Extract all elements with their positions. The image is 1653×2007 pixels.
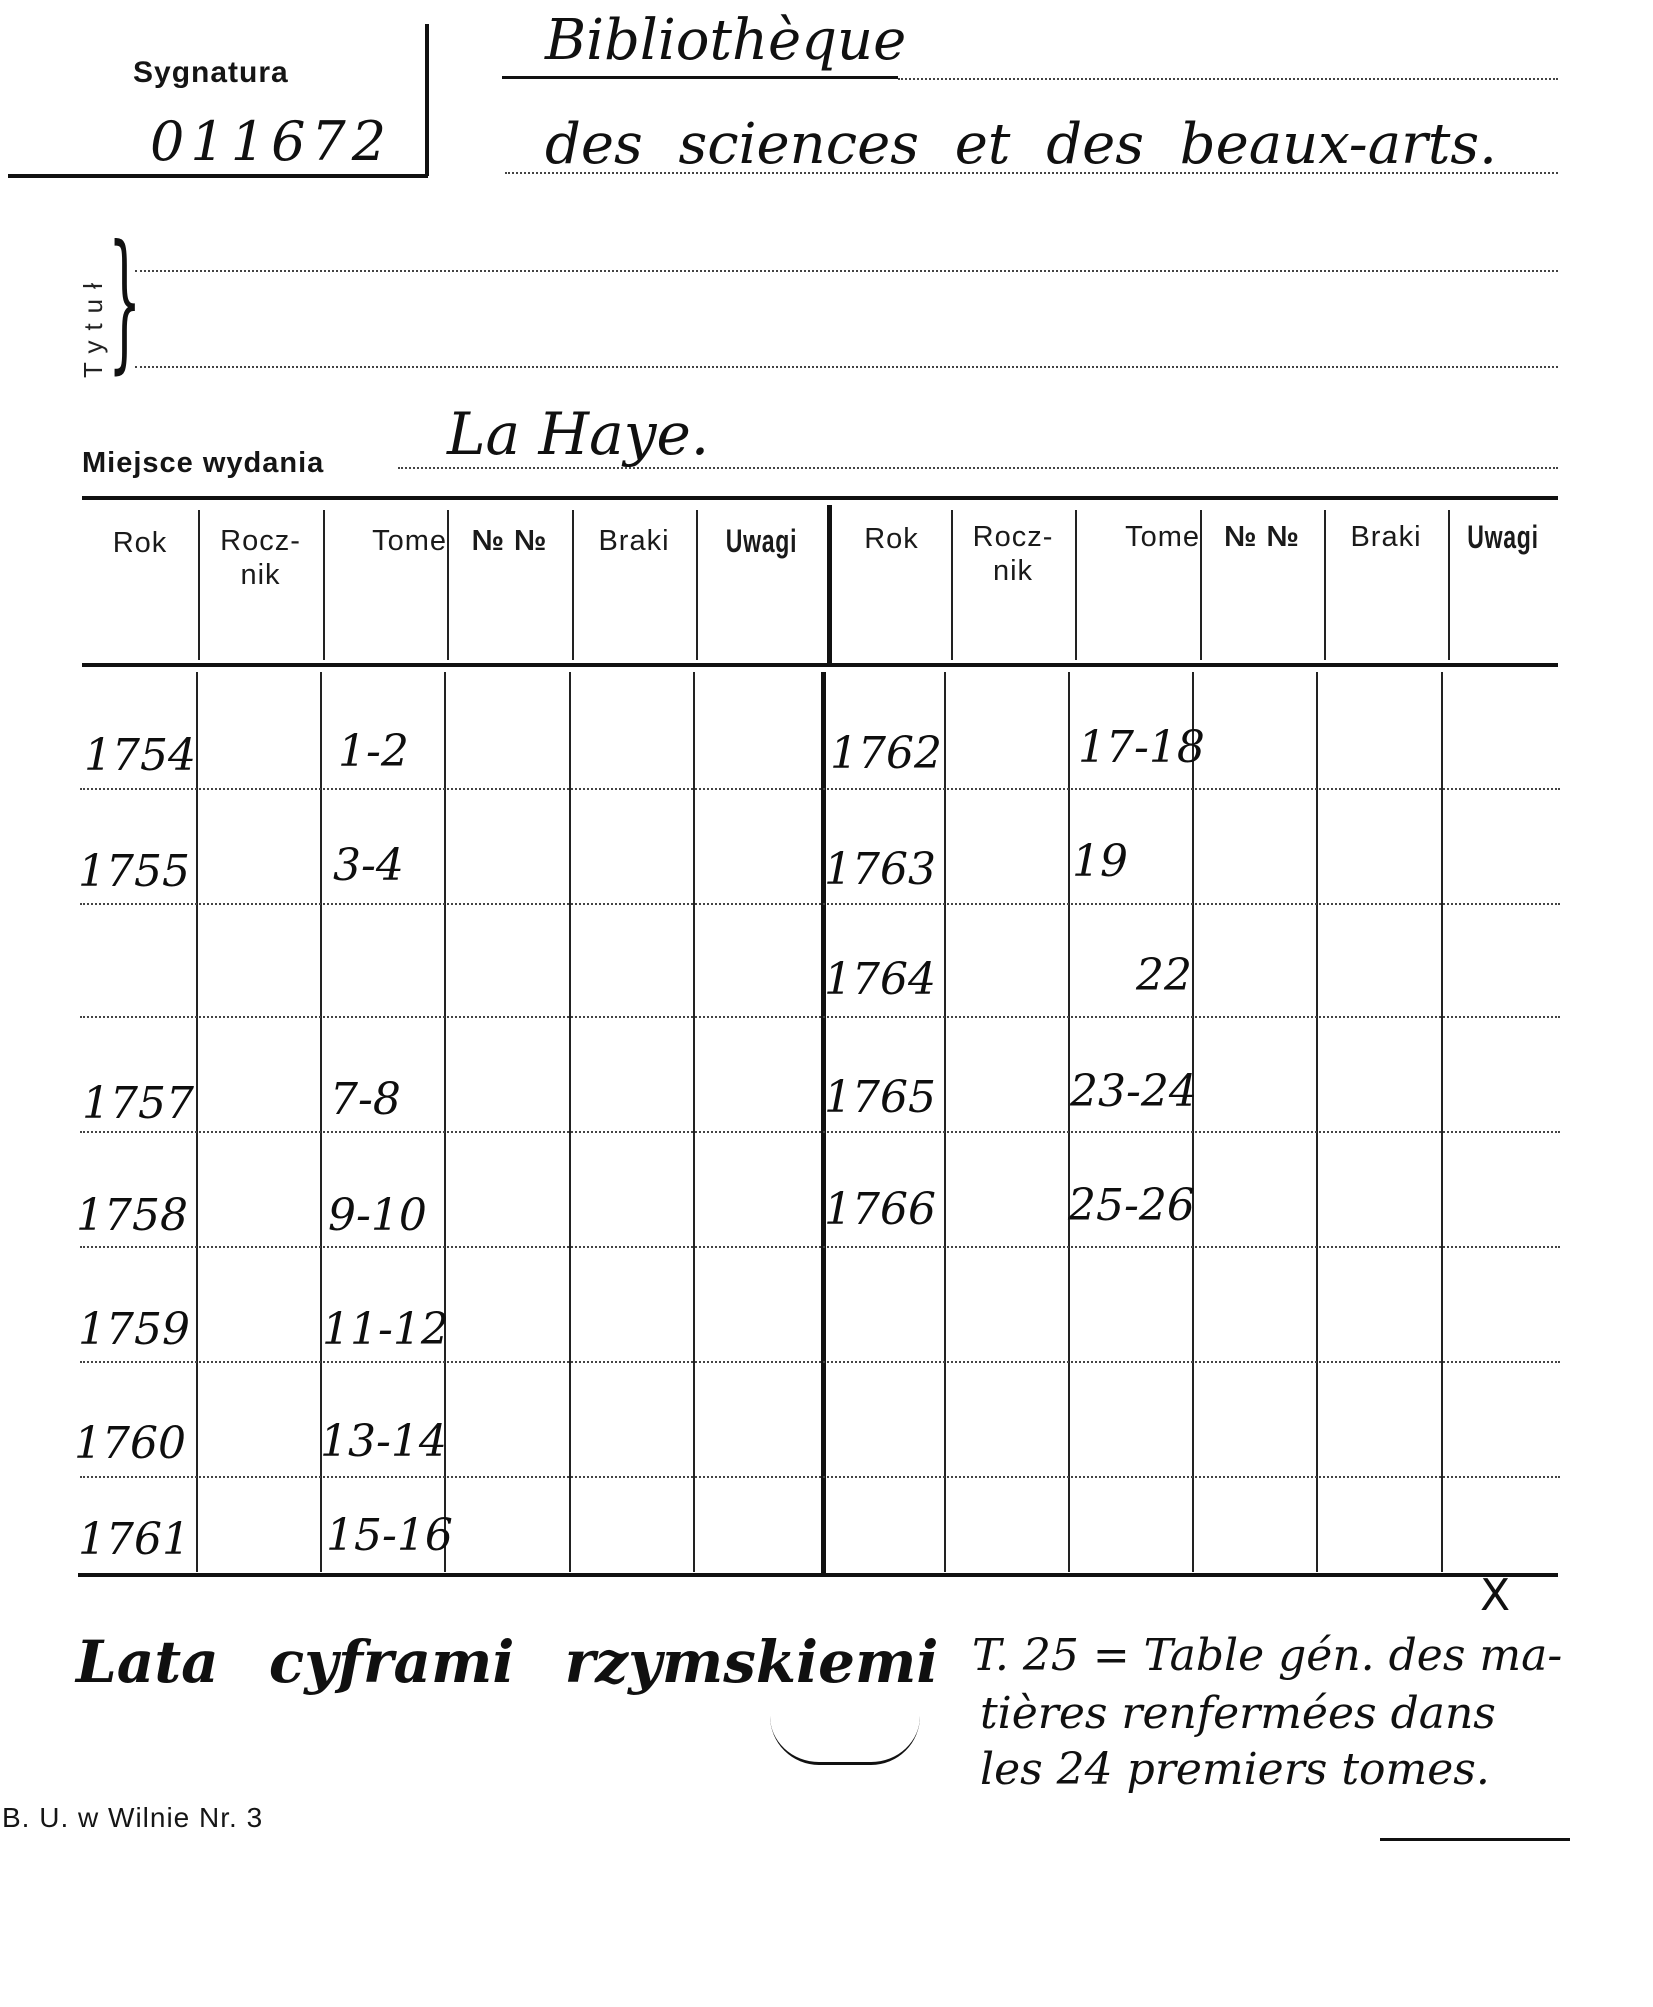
title-dotted-line1 bbox=[898, 78, 1558, 80]
row-dotted-line bbox=[80, 903, 1560, 905]
left-tome-cell: 15-16 bbox=[326, 1510, 453, 1561]
header-tome: Tome bbox=[372, 525, 447, 557]
right-tome-cell: 19 bbox=[1072, 836, 1128, 887]
right-tome-cell: 23-24 bbox=[1070, 1066, 1197, 1117]
body-column-divider bbox=[1316, 672, 1318, 1572]
left-rok-cell: 1754 bbox=[84, 730, 196, 781]
sygnatura-value: 011672 bbox=[150, 110, 393, 173]
header-uwagi: Uwagi bbox=[725, 523, 798, 559]
right-rok-cell: 1763 bbox=[824, 844, 936, 895]
body-center-divider bbox=[821, 672, 826, 1574]
tytul-dotted-line2 bbox=[135, 366, 1558, 368]
row-dotted-line bbox=[80, 788, 1560, 790]
header-braki: Braki bbox=[598, 525, 670, 557]
title-underline bbox=[502, 76, 898, 79]
header-tome-right: Tome bbox=[1125, 521, 1200, 553]
row-dotted-line bbox=[80, 1361, 1560, 1363]
body-column-divider bbox=[1441, 672, 1443, 1572]
tytul-label: Tytuł bbox=[78, 273, 108, 378]
left-tome-cell: 11-12 bbox=[322, 1304, 449, 1355]
bottom-right-stroke bbox=[1380, 1838, 1570, 1841]
header-numery-right: № № bbox=[1224, 521, 1300, 553]
body-column-divider bbox=[944, 672, 946, 1572]
row-dotted-line bbox=[80, 1476, 1560, 1478]
body-column-divider bbox=[1068, 672, 1070, 1572]
header-rocznik: Rocz- nik bbox=[220, 525, 301, 591]
header-braki-right: Braki bbox=[1350, 521, 1422, 553]
note-roman-numerals: Lata cyframi rzymskiemi bbox=[76, 1628, 939, 1696]
header-uwagi-right: Uwagi bbox=[1467, 519, 1539, 555]
body-column-divider bbox=[196, 672, 198, 1572]
title-dotted-line2 bbox=[505, 172, 1558, 174]
left-tome-cell: 9-10 bbox=[328, 1190, 427, 1241]
row-dotted-line bbox=[80, 1131, 1560, 1133]
sygnatura-underline bbox=[8, 174, 428, 178]
tytul-dotted-line1 bbox=[135, 270, 1558, 272]
header-divider bbox=[696, 510, 698, 660]
body-column-divider bbox=[1192, 672, 1194, 1572]
sygnatura-label: Sygnatura bbox=[133, 56, 289, 89]
left-rok-cell: 1761 bbox=[78, 1514, 190, 1565]
table-top-border bbox=[82, 496, 1558, 500]
left-rok-cell: 1760 bbox=[74, 1418, 186, 1469]
library-title-line1: Bibliothèque bbox=[545, 8, 907, 73]
right-tome-cell: 22 bbox=[1136, 950, 1192, 1001]
table-header-bottom-border bbox=[82, 663, 1558, 667]
body-column-divider bbox=[569, 672, 571, 1572]
left-rok-cell: 1759 bbox=[78, 1304, 190, 1355]
left-rok-cell: 1757 bbox=[82, 1078, 194, 1129]
note-table-line2: tières renfermées dans bbox=[980, 1688, 1496, 1739]
left-tome-cell: 1-2 bbox=[338, 726, 409, 777]
right-tome-cell: 25-26 bbox=[1068, 1180, 1195, 1231]
x-mark: X bbox=[1480, 1570, 1511, 1621]
sygnatura-divider bbox=[425, 24, 429, 176]
place-label: Miejsce wydania bbox=[82, 447, 325, 479]
library-title-line2: des sciences et des beaux-arts. bbox=[545, 112, 1497, 177]
header-rok: Rok bbox=[112, 527, 168, 559]
header-numery: № № bbox=[471, 525, 548, 557]
left-rok-cell: 1758 bbox=[76, 1190, 188, 1241]
right-tome-cell: 17-18 bbox=[1078, 722, 1205, 773]
right-rok-cell: 1764 bbox=[824, 954, 936, 1005]
place-value: La Haye. bbox=[447, 400, 710, 468]
left-tome-cell: 3-4 bbox=[333, 840, 404, 891]
row-dotted-line bbox=[80, 1246, 1560, 1248]
row-dotted-line bbox=[80, 1016, 1560, 1018]
printer-imprint: B. U. w Wilnie Nr. 3 bbox=[2, 1802, 264, 1833]
left-rok-cell: 1755 bbox=[78, 846, 190, 897]
header-rocznik-right: Rocz- nik bbox=[972, 521, 1054, 587]
table-bottom-border bbox=[78, 1573, 1558, 1577]
body-column-divider bbox=[693, 672, 695, 1572]
left-tome-cell: 7-8 bbox=[330, 1074, 401, 1125]
smile-stroke bbox=[770, 1716, 920, 1765]
tytul-brace: } bbox=[108, 214, 142, 388]
left-tome-cell: 13-14 bbox=[320, 1416, 447, 1467]
header-divider bbox=[1448, 510, 1450, 660]
right-rok-cell: 1762 bbox=[830, 728, 942, 779]
note-table-line3: les 24 premiers tomes. bbox=[980, 1744, 1490, 1795]
note-table-line1: T. 25 = Table gén. des ma- bbox=[972, 1630, 1563, 1681]
right-rok-cell: 1765 bbox=[824, 1072, 936, 1123]
header-rok-right: Rok bbox=[864, 523, 919, 555]
right-rok-cell: 1766 bbox=[824, 1184, 936, 1235]
